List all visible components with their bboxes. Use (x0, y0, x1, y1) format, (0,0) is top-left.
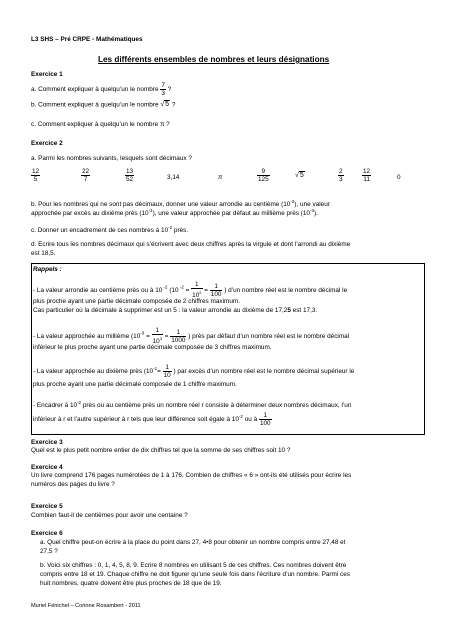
ex2-b-line1: b. Pour les nombres qui ne sont pas décimaux, donner une valeur arrondie au centième $(10^{-2})$, une valeur (31, 199, 330, 209)
rappel-4-line1: - Encadrer à $10^{-2}$ près ou au centième près un nombre réel r consiste à déterminer deux nombres décimaux, l’un (33, 400, 352, 410)
ex6-b-line1: b. Voici six chiffres : 0, 1, 4, 5, 8, 9. Ecrire 8 nombres en utilisant 5 de ces chiffres. Ces nombres doivent être (40, 562, 347, 569)
number-list (31, 168, 431, 188)
ex2-c: c. Donner un encadrement de ces nombres à $10^{-2}$ près. (31, 225, 189, 235)
number-item: 3,14 (167, 174, 180, 181)
page-title: Les différents ensembles de nombres et leurs désignations (98, 55, 330, 64)
ex1-c: c. Comment expliquer à quelqu’un le nombre π ? (31, 121, 170, 128)
ex5-text: Combien faut-il de centièmes pour avoir une centaine ? (31, 512, 188, 519)
ex2-heading: Exercice 2 (31, 140, 63, 147)
sqrt-symbol: √5 (160, 101, 170, 108)
ex4-line2: numéros des pages du livre ? (31, 481, 115, 488)
rappel-4-line2: inférieur à r et l’autre supérieur à r tels que leur différence soit égale à $10^{-2}$ ou à $\frac{1}{100}$ (33, 412, 271, 427)
ex1-a: a. Comment expliquer à quelqu’un le nombre $\frac{7}{3}$ ? (31, 82, 172, 97)
rappel-1-line2: plus proche ayant une partie décimale composée de 2 chiffres maximum. (33, 298, 240, 305)
ex2-a: a. Parmi les nombres suivants, lesquels sont décimaux ? (31, 155, 192, 162)
number-item: 0 (397, 174, 401, 181)
ex2-d-line1: d. Ecrire tous les nombres décimaux qui s’écrivent avec deux chiffres après la virgule et dont l’arrondi au dixième (31, 241, 351, 248)
ex4-heading: Exercice 4 (31, 464, 63, 471)
ex1-b: b. Comment expliquer à quelqu’un le nombre √5 ? (31, 101, 176, 109)
rappel-2-line1: - La valeur approchée au millième ($10^{-3}$ = $\frac{1}{10^3}$ = $\frac{1}{1000}$ ) près par défaut d’un nombre réel est le nombre décimal (33, 327, 350, 346)
rappel-3-line1: - La valeur approchée au dixième près ($10^{-1}=$ $\frac{1}{10}$ ) par excès d’un nombre réel est le nombre décimal supérieur le (33, 364, 355, 379)
ex6-b-line2: compris entre 18 et 19. Chaque chiffre ne doit figurer qu’une seule fois dans l’écriture d’un nombre. Parmi ces (40, 571, 350, 578)
ex6-b-line3: huit nombres, quatre doivent être plus proches de 18 que de 19. (40, 580, 222, 587)
ex3-heading: Exercice 3 (31, 439, 63, 446)
ex4-line1: Un livre comprend 176 pages numérotées de 1 à 176. Combien de chiffres « 6 » ont-ils été utilisés pour écrire les (31, 472, 352, 479)
rappel-3-line2: plus proche ayant une partie décimale composée de 1 chiffre maximum. (33, 381, 237, 388)
number-item: $\frac{12}{5}$ (32, 168, 40, 183)
rappels-heading: Rappels : (33, 266, 62, 273)
number-item: $\frac{9}{125}$ (258, 168, 269, 183)
rappel-1-line3: Cas particulier où la décimale à supprimer est un 5 : la valeur arrondie au dixième de 17,25 est 17,3. (33, 307, 318, 314)
number-item: $\frac{13}{52}$ (126, 168, 134, 183)
footer: Muriel Fénichel – Corinne Rosambert - 2011 (31, 603, 141, 609)
ex6-a-line1: a. Quel chiffre peut-on écrire à la place du point dans 27, 4•8 pour obtenir un nombre compris entre 27,48 et (40, 539, 346, 546)
ex6-a-line2: 27,5 ? (40, 548, 58, 555)
number-item: $\frac{12}{11}$ (363, 168, 371, 183)
sqrt-symbol: √5 (295, 172, 304, 179)
ex2-d-line2: est 18,5. (31, 250, 56, 257)
number-item: $\frac{22}{7}$ (82, 168, 90, 183)
header: L3 SHS – Pré CRPE - Mathématiques (31, 36, 143, 43)
rappel-2-line2: inférieur le plus proche ayant une partie décimale composée de 3 chiffres maximum. (33, 344, 272, 351)
number-item: $\frac{2}{3}$ (339, 168, 343, 183)
ex2-b-line2: approchée par excès au dixième près $(10^{-1})$, une valeur approchée par défaut au millième près $(10^{-3})$. (31, 208, 318, 218)
ex5-heading: Exercice 5 (31, 503, 63, 510)
ex3-text: Quel est le plus petit nombre entier de dix chiffres tel que la somme de ses chiffres soit 10 ? (31, 447, 291, 454)
number-item: π (218, 174, 223, 181)
ex1-heading: Exercice 1 (31, 71, 63, 78)
ex1-a-fraction: $\frac{7}{3}$ (161, 82, 165, 97)
rappel-1-line1: - La valeur arrondie au centième près ou à 10 $^{-2}$ (10 $^{-2}$ = $\frac{1}{10^2}$ = $\frac{1}{100}$ ) d’un nombre réel est le nombre décimal le (33, 281, 348, 300)
ex6-heading: Exercice 6 (31, 530, 63, 537)
